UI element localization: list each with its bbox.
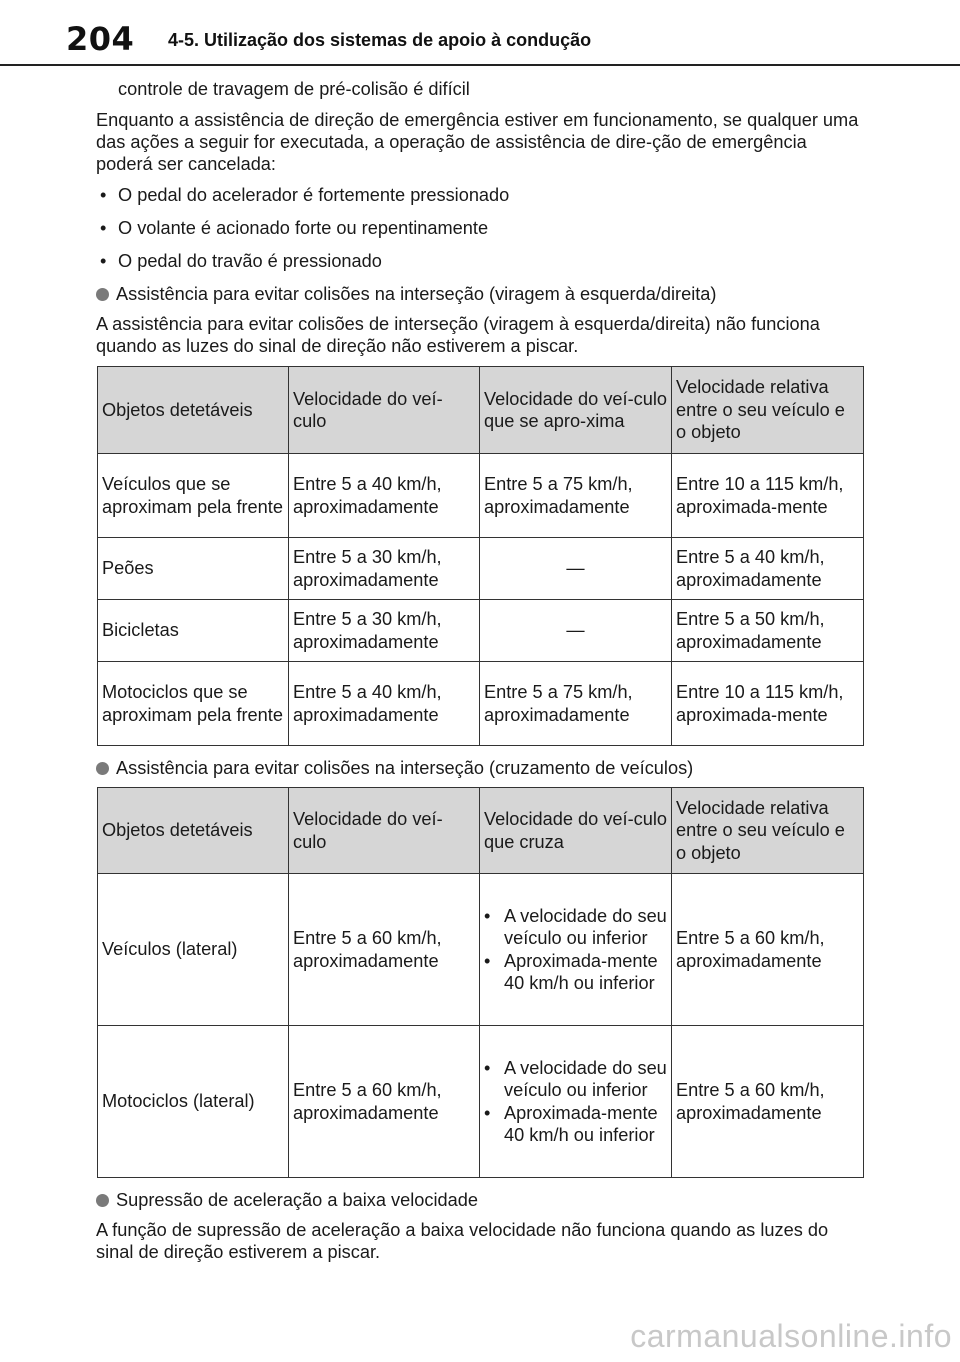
table-cell: Entre 5 a 60 km/h, aproximadamente <box>672 874 864 1026</box>
watermark: carmanualsonline.info <box>630 1318 952 1354</box>
table-header-cell: Velocidade do veí-culo <box>289 788 480 874</box>
bullet-icon: • <box>100 185 107 205</box>
section-title: Supressão de aceleração a baixa velocidade <box>116 1190 478 1210</box>
section-heading <box>96 1189 864 1211</box>
bullet-icon: • <box>100 251 107 271</box>
table-cell: Peões <box>98 538 289 600</box>
table-cell: Entre 10 a 115 km/h, aproximada-mente <box>672 454 864 538</box>
bullet-icon: • <box>484 1102 491 1123</box>
table-row <box>98 662 864 746</box>
table-cell: — <box>480 538 672 600</box>
list-item-text: O pedal do travão é pressionado <box>118 251 382 271</box>
table-cell: Veículos que se aproximam pela frente <box>98 454 289 538</box>
header-divider <box>0 64 960 66</box>
detection-table-turning <box>97 366 864 746</box>
page-header <box>0 0 960 66</box>
paragraph-emergency-steering: Enquanto a assistência de direção de emergência estiver em funcionamento, se qualquer uma das ações a seguir for executada, a operação de assistência de dire-ção de emergência poderá ser cancelada: <box>96 110 859 174</box>
section-text: A função de supressão de aceleração a baixa velocidade não funciona quando as luzes do sinal de direção estiverem a piscar. <box>96 1220 829 1262</box>
table-cell: — <box>480 600 672 662</box>
list-item-text: A velocidade do seu veículo ou inferior <box>504 1057 667 1100</box>
crossing-speed-list <box>484 905 667 995</box>
list-item <box>484 1102 667 1147</box>
crossing-speed-list <box>484 1057 667 1147</box>
table-row <box>98 600 864 662</box>
table-cell: Entre 5 a 60 km/h, aproximadamente <box>289 1026 480 1178</box>
list-item <box>484 950 667 995</box>
table-cell: Entre 5 a 40 km/h, aproximadamente <box>672 538 864 600</box>
table-cell: Entre 5 a 60 km/h, aproximadamente <box>289 874 480 1026</box>
list-item <box>96 184 864 206</box>
table-row <box>98 1026 864 1178</box>
table-cell: Entre 5 a 40 km/h, aproximadamente <box>289 454 480 538</box>
list-item <box>484 1057 667 1102</box>
table-header-row <box>98 367 864 454</box>
table-cell: Entre 10 a 115 km/h, aproximada-mente <box>672 662 864 746</box>
circle-bullet-icon <box>96 1194 109 1207</box>
table-cell: Motociclos que se aproximam pela frente <box>98 662 289 746</box>
section-heading <box>96 757 864 779</box>
table-cell: Veículos (lateral) <box>98 874 289 1026</box>
table-cell: Entre 5 a 75 km/h, aproximadamente <box>480 662 672 746</box>
list-item-text: A velocidade do seu veículo ou inferior <box>504 905 667 948</box>
table-cell: Entre 5 a 40 km/h, aproximadamente <box>289 662 480 746</box>
page-content <box>96 78 864 1272</box>
table-cell <box>480 1026 672 1178</box>
table-cell: Entre 5 a 50 km/h, aproximadamente <box>672 600 864 662</box>
circle-bullet-icon <box>96 762 109 775</box>
table-cell: Entre 5 a 75 km/h, aproximadamente <box>480 454 672 538</box>
list-item <box>96 250 864 272</box>
section-heading <box>96 283 864 305</box>
table-header-cell: Velocidade do veí-culo que cruza <box>480 788 672 874</box>
bullet-icon: • <box>484 905 491 926</box>
bullet-icon: • <box>484 950 491 971</box>
table-header-cell: Objetos detetáveis <box>98 788 289 874</box>
list-item-text: O pedal do acelerador é fortemente pressionado <box>118 185 510 205</box>
table-cell: Bicicletas <box>98 600 289 662</box>
table-header-cell: Velocidade do veí-culo que se apro-xima <box>480 367 672 454</box>
table-row <box>98 454 864 538</box>
list-item-text: Aproximada-mente 40 km/h ou inferior <box>504 1102 658 1145</box>
page-number: 204 <box>66 20 135 58</box>
table-row <box>98 538 864 600</box>
table-cell: Entre 5 a 30 km/h, aproximadamente <box>289 538 480 600</box>
table-header-cell: Velocidade relativa entre o seu veículo e o objeto <box>672 788 864 874</box>
table-header-cell: Objetos detetáveis <box>98 367 289 454</box>
section-text: A assistência para evitar colisões de interseção (viragem à esquerda/direita) não funciona quando as luzes do sinal de direção não estiverem a piscar. <box>96 314 820 356</box>
section-title: Assistência para evitar colisões na interseção (viragem à esquerda/direita) <box>116 284 717 304</box>
table-cell <box>480 874 672 1026</box>
circle-bullet-icon <box>96 288 109 301</box>
table-cell: Entre 5 a 60 km/h, aproximadamente <box>672 1026 864 1178</box>
list-item <box>96 217 864 239</box>
table-cell: Motociclos (lateral) <box>98 1026 289 1178</box>
list-item-text: Aproximada-mente 40 km/h ou inferior <box>504 950 658 993</box>
continued-line: controle de travagem de pré-colisão é difícil <box>118 79 470 99</box>
bullet-icon: • <box>100 218 107 238</box>
table-row <box>98 874 864 1026</box>
chapter-title: 4-5. Utilização dos sistemas de apoio à condução <box>168 30 592 50</box>
section-title: Assistência para evitar colisões na interseção (cruzamento de veículos) <box>116 758 694 778</box>
table-header-row <box>98 788 864 874</box>
list-item-text: O volante é acionado forte ou repentinamente <box>118 218 489 238</box>
detection-table-crossing <box>97 787 864 1178</box>
table-header-cell: Velocidade relativa entre o seu veículo e o objeto <box>672 367 864 454</box>
table-header-cell: Velocidade do veí-culo <box>289 367 480 454</box>
bullet-icon: • <box>484 1057 491 1078</box>
list-item <box>484 905 667 950</box>
table-cell: Entre 5 a 30 km/h, aproximadamente <box>289 600 480 662</box>
